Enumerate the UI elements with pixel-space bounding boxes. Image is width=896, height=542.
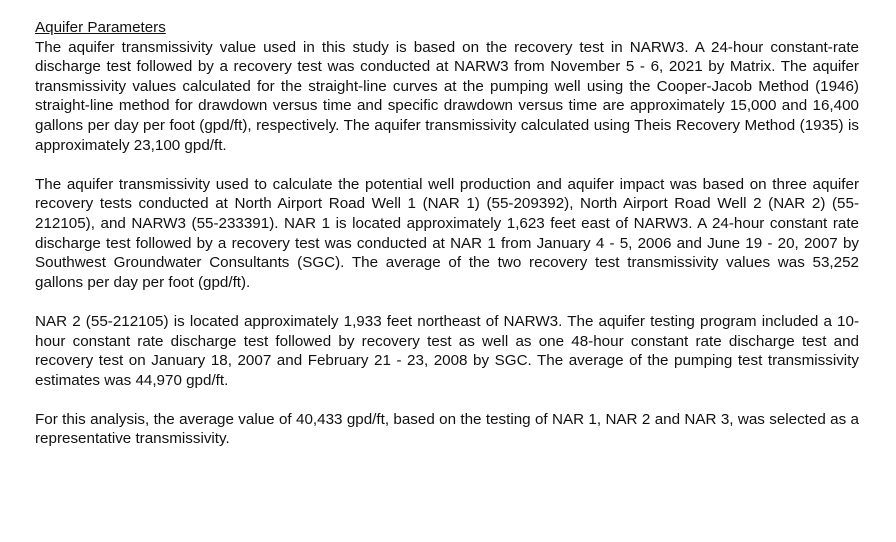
section-heading: Aquifer Parameters [35,19,166,36]
paragraph-representative-transmissivity: For this analysis, the average value of 40,433 gpd/ft, based on the testing of NAR 1, NAR 2 and NAR 3, was selected as a representative transmissivity. [35,410,859,448]
paragraph-nar2-testing-program: NAR 2 (55-212105) is located approximately 1,933 feet northeast of NARW3. The aquifer testing program included a 10-hour constant rate discharge test followed by recovery test as well as one 48-hour constant rate discharge test and recovery test on January 18, 2007 and February 21 - 23, 2008 by SGC. The average of the pumping test transmissivity estimates was 44,970 gpd/ft. [35,312,859,389]
paragraph-nar1-recovery-tests: The aquifer transmissivity used to calculate the potential well production and aquifer impact was based on three aquifer recovery tests conducted at North Airport Road Well 1 (NAR 1) (55-209392), North Airport Road Well 2 (NAR 2) (55-212105), and NARW3 (55-233391). NAR 1 is located approximately 1,623 feet east of NARW3. A 24-hour constant rate discharge test followed by a recovery test was conducted at NAR 1 from January 4 - 5, 2006 and June 19 - 20, 2007 by Southwest Groundwater Consultants (SGC). The average of the two recovery test transmissivity values was 53,252 gallons per day per foot (gpd/ft). [35,175,859,291]
paragraph-narw3-recovery-test: The aquifer transmissivity value used in this study is based on the recovery test in NARW3. A 24-hour constant-rate discharge test followed by a recovery test was conducted at NARW3 from November 5 - 6, 2021 by Matrix. The aquifer transmissivity values calculated for the straight-line curves at the pumping well using the Cooper-Jacob Method (1946) straight-line method for drawdown versus time and specific drawdown versus time are approximately 15,000 and 16,400 gallons per day per foot (gpd/ft), respectively. The aquifer transmissivity calculated using Theis Recovery Method (1935) is approximately 23,100 gpd/ft. [35,38,859,154]
document-page [35,18,859,449]
